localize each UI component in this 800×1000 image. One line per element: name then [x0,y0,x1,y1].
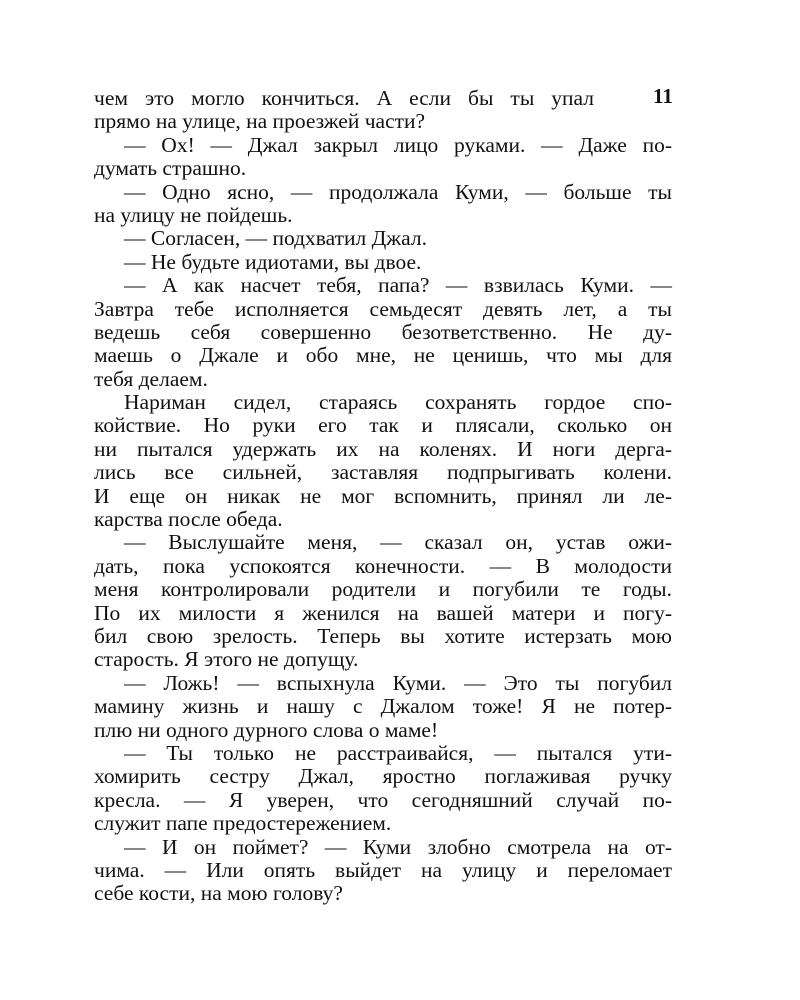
text-line: прямо на улице, на проезжей части? [94,109,426,134]
text-line: — Одно ясно, — продолжала Куми, — больше ты [124,179,672,204]
text-line: служит папе предостережением. [94,811,392,836]
text-line: дать, пока успокоятся конечности. — В молодости [94,553,672,578]
page-number: 11 [653,84,673,108]
text-line: мамину жизнь и нашу с Джалом тоже! Я не потер- [94,694,672,719]
text-line: тебя делаем. [94,366,208,391]
text-line: ведешь себя совершенно безответственно. Не ду- [94,319,672,344]
text-line: меня контролировали родители и погубили те годы. [94,577,672,602]
text-line: Нариман сидел, стараясь сохранять гордое спо- [124,390,672,415]
body-text [94,84,673,906]
text-line: — Выслушайте меня, — сказал он, устав ожи- [124,530,672,555]
text-line: чем это могло кончиться. А если бы ты упал [94,86,594,110]
text-line: хомирить сестру Джал, яростно поглаживая ручку [94,764,672,789]
text-line: плю ни одного дурного слова о маме! [94,717,439,742]
text-line: — И он поймет? — Куми злобно смотрела на от- [124,834,672,859]
text-line: ни пытался удержать их на коленях. И ноги дерга- [94,436,672,461]
text-line: маешь о Джале и обо мне, не ценишь, что мы для [94,343,672,368]
text-line: старость. Я этого не допущу. [94,647,359,672]
text-line: карства после обеда. [94,507,283,532]
text-line: — Не будьте идиотами, вы двое. [124,249,422,274]
text-line: — Ох! — Джал закрыл лицо руками. — Даже по- [124,132,672,157]
text-line: бил свою зрелость. Теперь вы хотите истерзать мою [94,623,672,648]
text-line: на улицу не пойдешь. [94,202,293,227]
text-line: Завтра тебе исполняется семьдесят девять лет, а ты [94,296,672,321]
text-line: И еще он никак не мог вспомнить, принял ли ле- [94,483,672,508]
text-line: чима. — Или опять выйдет на улицу и переломает [94,857,672,882]
text-line: себе кости, на мою голову? [94,881,343,906]
text-line: лись все сильней, заставляя подпрыгивать колени. [94,460,672,485]
text-line: По их милости я женился на вашей матери и погу- [94,600,672,625]
text-line: кресла. — Я уверен, что сегодняшний случай по- [94,787,672,812]
text-line: — Ты только не расстраивайся, — пытался ути- [124,740,672,765]
text-line: койствие. Но руки его так и плясали, сколько он [94,413,672,438]
text-line: — Согласен, — подхватил Джал. [124,226,427,251]
text-line: — Ложь! — вспыхнула Куми. — Это ты погубил [124,670,672,695]
text-line: — А как насчет тебя, папа? — взвилась Куми. — [124,273,672,298]
text-line: думать страшно. [94,156,247,181]
